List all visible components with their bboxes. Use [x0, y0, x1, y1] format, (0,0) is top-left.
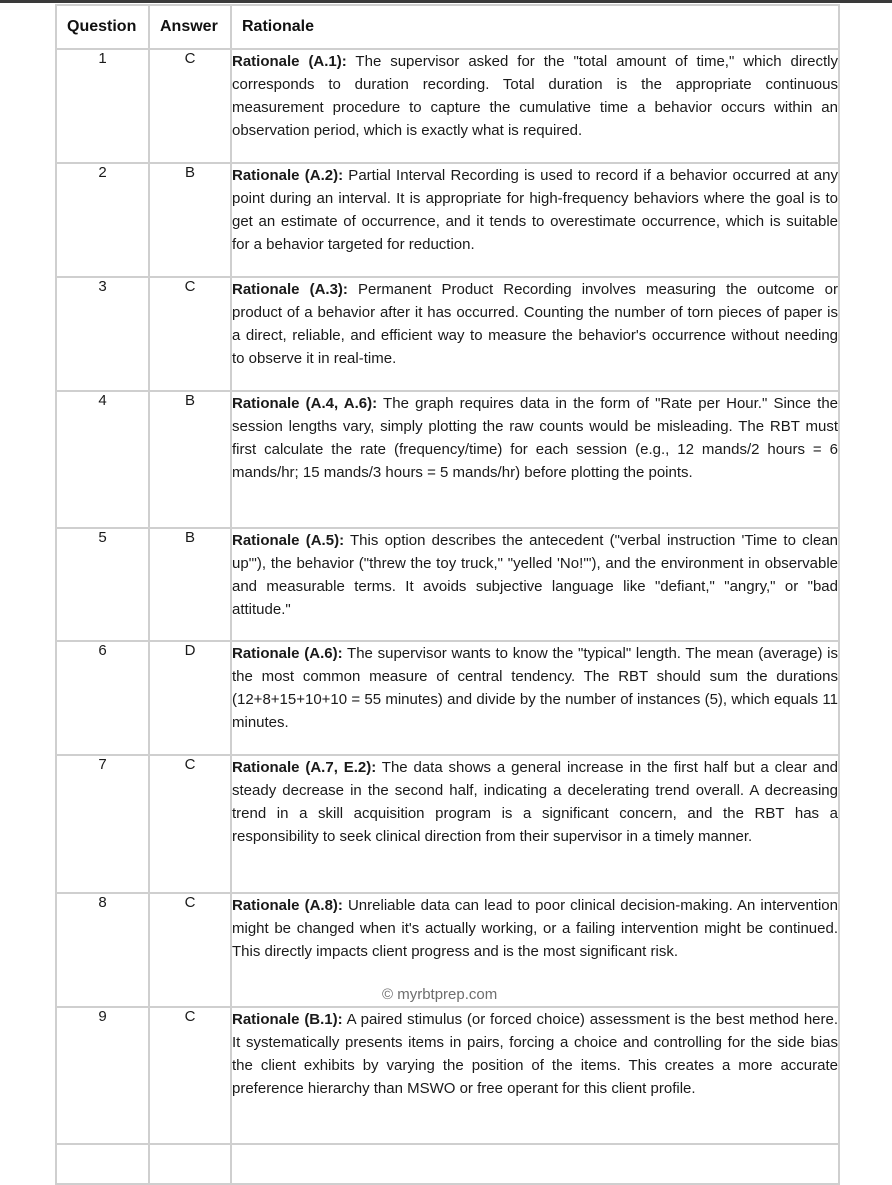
rationale-label: Rationale (A.7, E.2):	[232, 759, 377, 776]
rationale-cell	[231, 893, 839, 1007]
rationale-text: Permanent Product Recording involves measuring the outcome or product of a behavior after it has occurred. Counting the number of torn pieces of paper is a direct, reliable, and efficient way to measure the behavior's occurrence without needing to observe it in real-time.	[232, 281, 838, 367]
empty-cell	[56, 1144, 149, 1184]
rationale-text: Unreliable data can lead to poor clinical decision-making. An intervention might be changed when it's actually working, or a failing intervention might be continued. This directly impacts client progress and is the most significant risk.	[232, 897, 838, 960]
rationale-cell	[231, 49, 839, 163]
answer-column-header: Answer	[149, 5, 231, 49]
question-number: 9	[56, 1007, 149, 1144]
answer-letter: C	[149, 893, 231, 1007]
table-row	[56, 49, 839, 163]
empty-cell	[149, 1144, 231, 1184]
table-row	[56, 163, 839, 277]
question-number: 7	[56, 755, 149, 893]
question-number: 2	[56, 163, 149, 277]
question-number: 6	[56, 641, 149, 755]
header-row	[56, 5, 839, 49]
rationale-text: The supervisor asked for the "total amount of time," which directly corresponds to duration recording. Total duration is the appropriate continuous measurement procedure to capture the cumulative time a behavior occurs within an observation period, which is exactly what is required.	[232, 53, 839, 139]
answer-letter: C	[149, 49, 231, 163]
answer-letter: B	[149, 391, 231, 528]
rationale-label: Rationale (A.1):	[232, 53, 347, 70]
rationale-label: Rationale (A.4, A.6):	[232, 395, 378, 412]
rationale-label: Rationale (A.6):	[232, 645, 343, 662]
question-number: 5	[56, 528, 149, 641]
rationale-text: This option describes the antecedent ("verbal instruction 'Time to clean up'"), the behavior ("threw the toy truck," "yelled 'No!'"), and the environment in observable and measurable terms. It avoids subjective language like "defiant," "angry," or "bad attitude."	[232, 532, 838, 618]
rationale-column-header: Rationale	[231, 5, 839, 49]
table-row	[56, 755, 839, 893]
table-row	[56, 1007, 839, 1144]
answer-letter: C	[149, 755, 231, 893]
question-column-header: Question	[56, 5, 149, 49]
rationale-cell	[231, 755, 839, 893]
table-row	[56, 1144, 839, 1184]
empty-cell	[231, 1144, 839, 1184]
question-number: 4	[56, 391, 149, 528]
answer-letter: B	[149, 163, 231, 277]
rationale-label: Rationale (A.2):	[232, 167, 344, 184]
rationale-text: A paired stimulus (or forced choice) assessment is the best method here. It systematically presents items in pairs, forcing a choice and controlling for the side bias the client exhibits by varying the position of the items. This creates a more accurate preference hierarchy than MSWO or free operant for this client profile.	[232, 1011, 839, 1097]
rationale-text: The supervisor wants to know the "typical" length. The mean (average) is the most common measure of central tendency. The RBT should sum the durations (12+8+15+10+10 = 55 minutes) and divide by the number of instances (5), which equals 11 minutes.	[232, 645, 838, 731]
rationale-cell	[231, 277, 839, 391]
rationale-cell	[231, 528, 839, 641]
top-rule	[0, 0, 892, 3]
table-row	[56, 641, 839, 755]
table-row	[56, 391, 839, 528]
answer-letter: C	[149, 277, 231, 391]
rationale-cell	[231, 1007, 839, 1144]
answer-letter: C	[149, 1007, 231, 1144]
table-row	[56, 528, 839, 641]
rationale-cell	[231, 391, 839, 528]
rationale-text: Partial Interval Recording is used to record if a behavior occurred at any point during an interval. It is appropriate for high-frequency behaviors where the goal is to get an estimate of occurrence, and it tends to overestimate occurrence, which is suitable for a behavior targeted for reduction.	[232, 167, 838, 253]
rationale-cell	[231, 641, 839, 755]
rationale-label: Rationale (A.3):	[232, 281, 348, 298]
answer-letter: B	[149, 528, 231, 641]
rationale-text: The graph requires data in the form of "Rate per Hour." Since the session lengths vary, simply plotting the raw counts would be misleading. The RBT must first calculate the rate (frequency/time) for each session (e.g., 12 mands/2 hours = 6 mands/hr; 15 mands/3 hours = 5 mands/hr) before plotting the points.	[232, 395, 839, 481]
question-number: 8	[56, 893, 149, 1007]
rationale-cell	[231, 163, 839, 277]
question-number: 3	[56, 277, 149, 391]
rationale-label: Rationale (A.5):	[232, 532, 345, 549]
watermark: © myrbtprep.com	[382, 986, 498, 1003]
rationale-text: The data shows a general increase in the first half but a clear and steady decrease in the second half, indicating a decelerating trend overall. A decreasing trend in a skill acquisition program is a significant concern, and the RBT has a responsibility to seek clinical direction from their supervisor in a timely manner.	[232, 759, 838, 845]
table-row	[56, 277, 839, 391]
answer-key-table	[55, 4, 840, 1185]
rationale-label: Rationale (A.8):	[232, 897, 343, 914]
question-number: 1	[56, 49, 149, 163]
rationale-label: Rationale (B.1):	[232, 1011, 343, 1028]
answer-letter: D	[149, 641, 231, 755]
